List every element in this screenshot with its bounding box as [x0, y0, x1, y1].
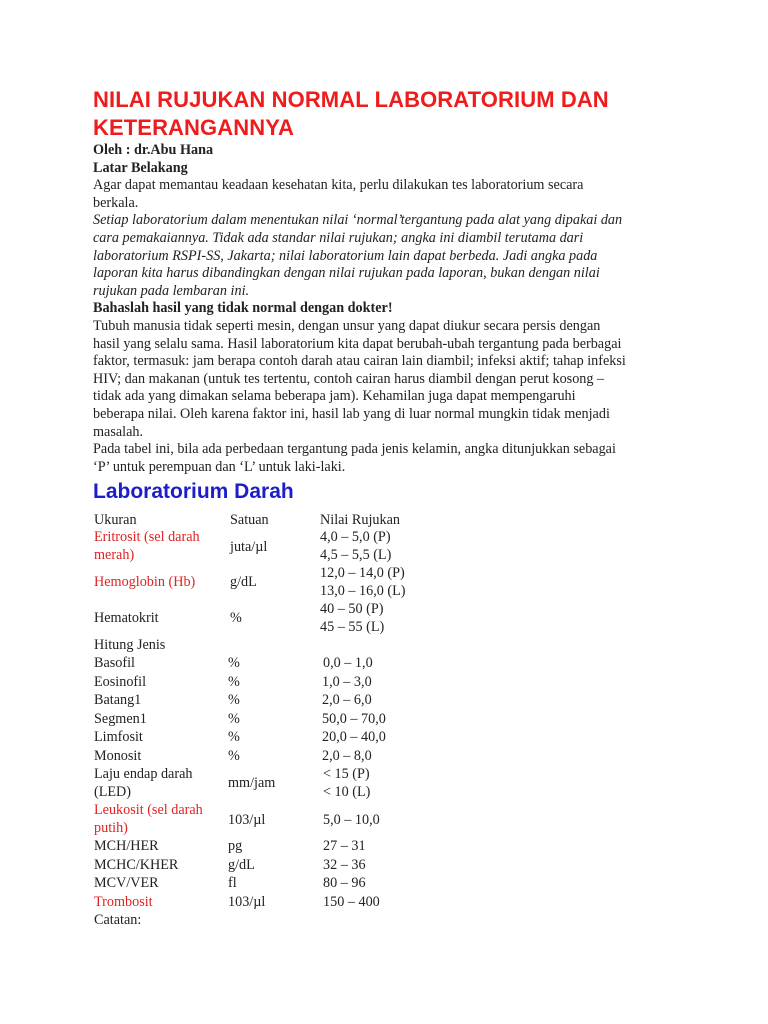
row-unit: %: [228, 655, 240, 671]
row-label: Hitung Jenis: [94, 637, 166, 653]
row-unit: 103/µl: [228, 894, 266, 910]
header-satuan: Satuan: [230, 512, 269, 528]
row-value: 4,0 – 5,0 (P) 4,5 – 5,5 (L): [320, 529, 392, 563]
row-value: 150 – 400: [323, 894, 380, 910]
row-label: Hematokrit: [94, 610, 159, 626]
row-unit: mm/jam: [228, 775, 276, 791]
intro-paragraph: Agar dapat memantau keadaan kesehatan kita, perlu dilakukan tes laboratorium secara berkala.: [93, 177, 584, 211]
table-row: [94, 692, 694, 710]
table-row: [94, 857, 694, 875]
row-label: Hemoglobin (Hb): [94, 574, 196, 590]
doctor-note: Bahaslah hasil yang tidak normal dengan dokter!: [93, 300, 393, 317]
table-row: [94, 655, 694, 673]
author-line: Oleh : dr.Abu Hana: [93, 142, 214, 158]
row-value: < 15 (P) < 10 (L): [323, 766, 371, 800]
row-value: 32 – 36: [323, 857, 366, 873]
row-label: Basofil: [94, 655, 135, 671]
row-value: 50,0 – 70,0: [322, 711, 386, 727]
table-row: [94, 748, 694, 766]
row-unit: %: [228, 729, 240, 745]
table-row: [94, 766, 694, 802]
body-paragraph: Tubuh manusia tidak seperti mesin, dengan unsur yang dapat diukur secara persis dengan hasil yang selalu sama. Hasil laboratorium kita dapat berubah-ubah tergantung pada berbagai faktor, termasuk: jam berapa contoh darah atau cairan lain diambil; infeksi aktif; tahap infeksi HIV; dan makanan (untuk tes tertentu, contoh cairan harus diambil dengan perut kosong – tidak ada yang dimakan selama beberapa jam). Kehamilan juga dapat mempengaruhi beberapa nilai. Oleh karena faktor ini, hasil lab yang di luar normal mungkin tidak menjadi masalah.: [93, 317, 626, 440]
row-label: Limfosit: [94, 729, 143, 745]
row-label: Trombosit: [94, 894, 153, 910]
table-row: [94, 729, 694, 747]
row-value: 80 – 96: [323, 875, 366, 891]
table-row: [94, 875, 694, 893]
row-unit: %: [228, 748, 240, 764]
row-value: 12,0 – 14,0 (P) 13,0 – 16,0 (L): [320, 565, 406, 599]
row-label: Batang1: [94, 692, 142, 708]
table-row: [94, 912, 694, 930]
row-unit: %: [228, 692, 240, 708]
header-nilai-rujukan: Nilai Rujukan: [320, 512, 400, 528]
row-label: Eosinofil: [94, 674, 147, 690]
row-unit: juta/µl: [230, 539, 268, 555]
table-row: [94, 565, 694, 601]
title-line-2: KETERANGANNYA: [93, 115, 294, 140]
row-label: Catatan:: [94, 912, 142, 928]
row-value: 5,0 – 10,0: [323, 812, 380, 828]
row-unit: %: [228, 674, 240, 690]
row-unit: pg: [228, 838, 243, 854]
table-row: [94, 529, 694, 565]
reference-table: [94, 512, 694, 928]
table-row: [94, 802, 694, 838]
row-unit: %: [228, 711, 240, 727]
row-value: 40 – 50 (P) 45 – 55 (L): [320, 601, 385, 635]
table-header-row: [94, 512, 694, 530]
table-row: [94, 711, 694, 729]
table-row: [94, 601, 694, 637]
section-heading-laboratorium-darah: Laboratorium Darah: [93, 480, 294, 504]
row-unit: g/dL: [230, 574, 257, 590]
row-label: Eritrosit (sel darah merah): [94, 529, 200, 563]
table-row: [94, 637, 694, 655]
row-unit: fl: [228, 875, 237, 891]
row-label: Leukosit (sel darah putih): [94, 802, 203, 836]
disclaimer-paragraph: Setiap laboratorium dalam menentukan nilai ‘normal’tergantung pada alat yang dipakai dan cara pemakaiannya. Tidak ada standar nilai rujukan; angka ini diambil terutama dari laboratorium RSPI-SS, Jakarta; nilai laboratorium lain dapat berbeda. Jadi angka pada laporan kita harus dibandingkan dengan nilai rujukan pada laporan, bukan dengan nilai rujukan pada lembaran ini.: [93, 212, 623, 299]
row-unit: 103/µl: [228, 812, 266, 828]
table-row: [94, 894, 694, 912]
table-row: [94, 674, 694, 692]
table-row: [94, 838, 694, 856]
row-value: 1,0 – 3,0: [322, 674, 372, 690]
row-value: 20,0 – 40,0: [322, 729, 386, 745]
row-value: 2,0 – 8,0: [322, 748, 372, 764]
row-unit: g/dL: [228, 857, 255, 873]
header-ukuran: Ukuran: [94, 512, 137, 528]
row-value: 27 – 31: [323, 838, 366, 854]
row-label: MCHC/KHER: [94, 857, 179, 873]
row-unit: %: [230, 610, 242, 626]
title-line-1: NILAI RUJUKAN NORMAL LABORATORIUM DAN: [93, 87, 609, 112]
row-label: MCV/VER: [94, 875, 159, 891]
document-body: [93, 86, 693, 506]
row-label: MCH/HER: [94, 838, 159, 854]
row-value: 2,0 – 6,0: [322, 692, 372, 708]
section-heading-latar-belakang: Latar Belakang: [93, 159, 188, 176]
page-title: [93, 86, 693, 142]
table-note-paragraph: Pada tabel ini, bila ada perbedaan tergantung pada jenis kelamin, angka ditunjukkan sebagai ‘P’ untuk perempuan dan ‘L’ untuk laki-laki.: [93, 441, 616, 475]
row-label: Segmen1: [94, 711, 147, 727]
row-value: 0,0 – 1,0: [323, 655, 373, 671]
row-label: Laju endap darah (LED): [94, 766, 193, 800]
row-label: Monosit: [94, 748, 142, 764]
